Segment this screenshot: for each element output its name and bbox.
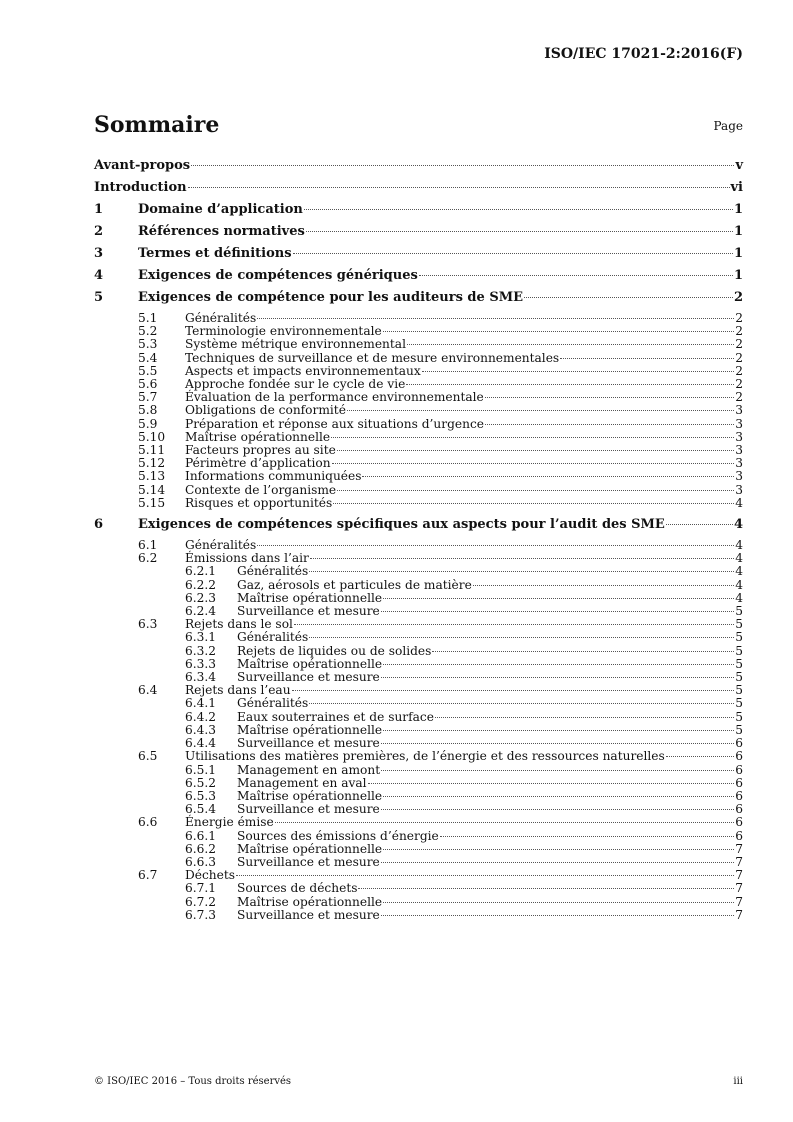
dot-leader <box>666 756 734 757</box>
toc-entry-title: Déchets <box>185 868 236 883</box>
toc-entry-title: Maîtrise opérationnelle <box>237 590 383 605</box>
toc-entry-title: Surveillance et mesure <box>237 736 380 751</box>
toc-entry-page: 5 <box>735 683 743 698</box>
dot-leader <box>435 717 734 718</box>
toc-entry-number: 6.7.3 <box>185 907 217 922</box>
dot-leader <box>381 677 734 678</box>
toc-entry[interactable] <box>94 843 743 856</box>
toc-entry-number: 6.6.3 <box>185 854 217 869</box>
toc-entry[interactable] <box>94 579 743 592</box>
dot-leader <box>331 437 734 438</box>
toc-entry-page: 2 <box>735 377 743 392</box>
toc-entry-number: 6.4.1 <box>185 696 217 711</box>
toc-entry-number: 5.9 <box>138 416 158 431</box>
toc-entry-page: 6 <box>735 802 743 817</box>
toc-entry-title: Obligations de conformité <box>185 403 346 418</box>
toc-entry-page: 1 <box>733 224 743 239</box>
toc-entry-title: Maîtrise opérationnelle <box>237 722 383 737</box>
dot-leader <box>362 476 734 477</box>
dot-leader <box>381 611 734 612</box>
toc-entry[interactable] <box>94 290 743 306</box>
table-of-contents <box>94 158 743 929</box>
toc-entry-title: Aspects et impacts environnementaux <box>185 363 421 378</box>
dot-leader <box>368 783 735 784</box>
toc-entry[interactable] <box>94 268 743 284</box>
toc-entry-number: 6.2.3 <box>185 590 217 605</box>
toc-entry-title: Généralités <box>237 696 309 711</box>
toc-entry-number: 6.7.2 <box>185 894 217 909</box>
toc-entry-page: v <box>735 158 743 173</box>
toc-entry-page: 7 <box>735 907 743 922</box>
toc-entry[interactable] <box>94 631 743 644</box>
toc-entry-title: Périmètre d’application <box>185 456 331 471</box>
toc-entry-title: Utilisations des matières premières, de l’énergie et des ressources naturelles <box>185 749 665 764</box>
toc-entry-page: 3 <box>735 416 743 431</box>
dot-leader <box>381 770 734 771</box>
toc-entry-page: 5 <box>735 643 743 658</box>
toc-entry-page: 6 <box>735 749 743 764</box>
toc-entry-page: 7 <box>735 841 743 856</box>
toc-entry-title: Évaluation de la performance environnementale <box>185 390 484 405</box>
page-column-label: Page <box>713 119 743 133</box>
toc-entry[interactable] <box>94 202 743 218</box>
toc-entry-number: 1 <box>94 202 104 217</box>
toc-entry-page: 6 <box>735 815 743 830</box>
toc-entry-number: 2 <box>94 224 104 239</box>
dot-leader <box>485 397 734 398</box>
dot-leader <box>337 490 734 491</box>
toc-entry-title: Facteurs propres au site <box>185 443 336 458</box>
toc-entry-page: 3 <box>735 429 743 444</box>
toc-entry-number: 6.7 <box>138 868 158 883</box>
toc-entry-page: 4 <box>735 577 743 592</box>
toc-entry-title: Introduction <box>94 180 187 195</box>
toc-entry-page: 2 <box>735 337 743 352</box>
dot-leader <box>188 187 730 188</box>
dot-leader <box>381 862 734 863</box>
toc-entry-number: 3 <box>94 246 104 261</box>
toc-entry-number: 6.1 <box>138 538 158 553</box>
toc-entry-page: 5 <box>735 656 743 671</box>
toc-entry-number: 5 <box>94 290 104 305</box>
toc-entry-number: 6.2 <box>138 551 158 566</box>
toc-entry-title: Rejets dans le sol <box>185 617 293 632</box>
toc-entry-page: 2 <box>735 324 743 339</box>
toc-entry-number: 5.1 <box>138 311 158 325</box>
toc-entry-page: 4 <box>735 551 743 566</box>
toc-entry-page: 3 <box>735 443 743 458</box>
toc-entry-title: Contexte de l’organisme <box>185 482 337 497</box>
toc-entry-title: Techniques de surveillance et de mesure environnementales <box>185 350 560 365</box>
toc-entry[interactable] <box>94 777 743 790</box>
footer-page-number: iii <box>733 1076 743 1087</box>
toc-entry[interactable] <box>94 352 743 365</box>
dot-leader <box>275 822 735 823</box>
dot-leader <box>333 503 734 504</box>
dot-leader <box>191 165 734 166</box>
toc-entry-page: 7 <box>735 868 743 883</box>
dot-leader <box>383 902 734 903</box>
toc-entry-page: 2 <box>735 363 743 378</box>
toc-entry[interactable] <box>94 470 743 483</box>
toc-entry-number: 6.5.4 <box>185 802 217 817</box>
toc-entry-number: 6.5.1 <box>185 762 217 777</box>
dot-leader <box>292 690 735 691</box>
toc-entry[interactable] <box>94 830 743 843</box>
dot-leader <box>485 424 734 425</box>
toc-entry-number: 5.12 <box>138 456 166 471</box>
dot-leader <box>383 331 735 332</box>
toc-entry-number: 6.6.1 <box>185 828 217 843</box>
dot-leader <box>419 275 733 276</box>
toc-entry-title: Maîtrise opérationnelle <box>237 841 383 856</box>
toc-entry-page: 3 <box>735 482 743 497</box>
toc-entry-number: 6.3.1 <box>185 630 217 645</box>
toc-entry[interactable] <box>94 158 743 174</box>
toc-entry-page: 4 <box>735 495 743 510</box>
toc-entry-page: 6 <box>735 775 743 790</box>
dot-leader <box>407 344 734 345</box>
toc-entry-title: Maîtrise opérationnelle <box>237 788 383 803</box>
toc-entry-number: 6.3 <box>138 617 158 632</box>
dot-leader <box>383 730 734 731</box>
toc-entry-number: 5.3 <box>138 337 158 352</box>
toc-entry-page: 6 <box>735 762 743 777</box>
toc-entry-page: 5 <box>735 604 743 619</box>
dot-leader <box>383 664 734 665</box>
toc-entry-title: Système métrique environnemental <box>185 337 406 352</box>
toc-entry-title: Exigences de compétences spécifiques aux aspects pour l’audit des SME <box>138 517 665 533</box>
toc-entry-title: Surveillance et mesure <box>237 802 380 817</box>
toc-entry-page: 2 <box>733 290 743 305</box>
dot-leader <box>294 624 734 625</box>
dot-leader <box>358 888 734 889</box>
dot-leader <box>406 384 734 385</box>
toc-entry-number: 6.2.2 <box>185 577 217 592</box>
toc-entry-number: 5.14 <box>138 482 166 497</box>
toc-entry-title: Généralités <box>185 311 257 325</box>
dot-leader <box>381 809 734 810</box>
toc-entry[interactable] <box>94 711 743 724</box>
toc-entry[interactable] <box>94 497 743 510</box>
dot-leader <box>666 524 733 525</box>
page-title: Sommaire <box>94 112 220 138</box>
toc-entry-title: Informations communiquées <box>185 469 362 484</box>
toc-entry-number: 5.10 <box>138 429 166 444</box>
toc-entry-page: 3 <box>735 403 743 418</box>
toc-entry-title: Sources de déchets <box>237 881 358 896</box>
dot-leader <box>309 703 734 704</box>
dot-leader <box>422 371 735 372</box>
toc-entry-page: 5 <box>735 709 743 724</box>
toc-entry-number: 5.8 <box>138 403 158 418</box>
toc-entry-number: 6.7.1 <box>185 881 217 896</box>
toc-entry[interactable] <box>94 816 743 829</box>
toc-entry-page: 7 <box>735 894 743 909</box>
toc-entry-title: Management en amont <box>237 762 381 777</box>
toc-entry[interactable] <box>94 697 743 710</box>
toc-entry-page: 5 <box>735 696 743 711</box>
toc-entry-number: 5.7 <box>138 390 158 405</box>
dot-leader <box>257 318 734 319</box>
toc-entry[interactable] <box>94 764 743 777</box>
dot-leader <box>293 253 733 254</box>
document-id: ISO/IEC 17021-2:2016(F) <box>544 46 743 62</box>
toc-entry-title: Risques et opportunités <box>185 495 333 510</box>
dot-leader <box>304 209 733 210</box>
toc-entry-title: Terminologie environnementale <box>185 324 382 339</box>
toc-entry[interactable] <box>94 882 743 895</box>
toc-entry-number: 6.5 <box>138 749 158 764</box>
toc-entry-title: Surveillance et mesure <box>237 670 380 685</box>
toc-entry-number: 6.4.4 <box>185 736 217 751</box>
toc-entry[interactable] <box>94 565 743 578</box>
toc-entry-page: 5 <box>735 722 743 737</box>
toc-entry-number: 5.4 <box>138 350 158 365</box>
toc-entry-page: 1 <box>733 268 743 283</box>
toc-entry-title: Gaz, aérosols et particules de matière <box>237 577 472 592</box>
toc-entry-title: Surveillance et mesure <box>237 604 380 619</box>
toc-entry-title: Exigences de compétences génériques <box>138 268 418 283</box>
toc-entry-page: 5 <box>735 670 743 685</box>
toc-entry-title: Termes et définitions <box>138 246 292 261</box>
dot-leader <box>332 463 735 464</box>
toc-entry-page: 2 <box>735 311 743 325</box>
toc-entry-page: 5 <box>735 617 743 632</box>
toc-entry-number: 5.15 <box>138 495 166 510</box>
toc-entry-page: 4 <box>735 564 743 579</box>
toc-entry-title: Approche fondée sur le cycle de vie <box>185 377 406 392</box>
toc-entry-page: 4 <box>735 590 743 605</box>
dot-leader <box>440 836 734 837</box>
toc-entry-number: 6.3.2 <box>185 643 217 658</box>
toc-entry-title: Maîtrise opérationnelle <box>185 429 331 444</box>
toc-entry-title: Généralités <box>237 564 309 579</box>
toc-entry[interactable] <box>94 404 743 417</box>
dot-leader <box>383 598 734 599</box>
toc-entry[interactable] <box>94 338 743 351</box>
dot-leader <box>257 545 734 546</box>
toc-entry-page: 1 <box>733 202 743 217</box>
dot-leader <box>309 571 734 572</box>
toc-entry-title: Maîtrise opérationnelle <box>237 656 383 671</box>
toc-entry-page: 4 <box>733 517 743 533</box>
toc-entry-title: Management en aval <box>237 775 367 790</box>
dot-leader <box>381 915 734 916</box>
toc-entry-page: 1 <box>733 246 743 261</box>
toc-entry[interactable] <box>94 896 743 909</box>
toc-entry-title: Préparation et réponse aux situations d’urgence <box>185 416 484 431</box>
toc-entry-title: Rejets de liquides ou de solides <box>237 643 432 658</box>
toc-entry-title: Généralités <box>237 630 309 645</box>
dot-leader <box>560 358 734 359</box>
toc-entry[interactable] <box>94 517 743 533</box>
dot-leader <box>473 585 734 586</box>
toc-entry-page: 4 <box>735 538 743 553</box>
toc-entry-number: 4 <box>94 268 104 283</box>
toc-entry-number: 6.3.3 <box>185 656 217 671</box>
toc-entry-number: 6 <box>94 517 104 533</box>
toc-entry[interactable] <box>94 909 743 922</box>
toc-entry[interactable] <box>94 224 743 240</box>
toc-entry-title: Références normatives <box>138 224 305 239</box>
toc-entry-number: 6.5.2 <box>185 775 217 790</box>
toc-entry-number: 6.2.4 <box>185 604 217 619</box>
toc-entry-title: Surveillance et mesure <box>237 907 380 922</box>
toc-entry-title: Domaine d’application <box>138 202 303 217</box>
toc-entry-page: 2 <box>735 390 743 405</box>
toc-entry-page: 6 <box>735 736 743 751</box>
toc-entry-number: 6.5.3 <box>185 788 217 803</box>
toc-entry[interactable] <box>94 418 743 431</box>
dot-leader <box>337 450 734 451</box>
toc-entry-page: 3 <box>735 469 743 484</box>
dot-leader <box>524 297 733 298</box>
toc-entry-number: 5.11 <box>138 443 166 458</box>
toc-entry-number: 5.13 <box>138 469 166 484</box>
toc-entry-page: 2 <box>735 350 743 365</box>
toc-entry-page: 7 <box>735 854 743 869</box>
toc-entry[interactable] <box>94 484 743 497</box>
dot-leader <box>432 651 734 652</box>
toc-entry-title: Exigences de compétence pour les auditeurs de SME <box>138 290 524 305</box>
toc-entry-title: Rejets dans l’eau <box>185 683 291 698</box>
dot-leader <box>310 558 734 559</box>
toc-entry[interactable] <box>94 180 743 196</box>
toc-entry-page: 7 <box>735 881 743 896</box>
toc-entry[interactable] <box>94 645 743 658</box>
dot-leader <box>381 743 734 744</box>
toc-entry-page: 5 <box>735 630 743 645</box>
dot-leader <box>309 637 734 638</box>
toc-entry-number: 6.4.2 <box>185 709 217 724</box>
toc-entry-number: 5.2 <box>138 324 158 339</box>
toc-entry[interactable] <box>94 246 743 262</box>
toc-entry-number: 6.3.4 <box>185 670 217 685</box>
dot-leader <box>236 875 734 876</box>
toc-entry-number: 6.6.2 <box>185 841 217 856</box>
toc-entry-title: Émissions dans l’air <box>185 551 309 566</box>
footer-copyright: © ISO/IEC 2016 – Tous droits réservés <box>94 1076 292 1087</box>
toc-entry-title: Eaux souterraines et de surface <box>237 709 434 724</box>
toc-entry-title: Énergie émise <box>185 815 274 830</box>
toc-entry-number: 5.6 <box>138 377 158 392</box>
toc-entry-number: 6.2.1 <box>185 564 217 579</box>
toc-entry[interactable] <box>94 750 743 763</box>
toc-entry-number: 5.5 <box>138 363 158 378</box>
toc-entry-page: 6 <box>735 788 743 803</box>
toc-entry-title: Sources des émissions d’énergie <box>237 828 439 843</box>
dot-leader <box>306 231 733 232</box>
dot-leader <box>383 849 734 850</box>
toc-entry-title: Généralités <box>185 538 257 553</box>
dot-leader <box>383 796 734 797</box>
dot-leader <box>347 410 734 411</box>
toc-entry-number: 6.4 <box>138 683 158 698</box>
toc-entry-number: 6.4.3 <box>185 722 217 737</box>
toc-entry-title: Avant-propos <box>94 158 191 173</box>
toc-entry-number: 6.6 <box>138 815 158 830</box>
toc-entry-page: 6 <box>735 828 743 843</box>
toc-entry-title: Surveillance et mesure <box>237 854 380 869</box>
toc-entry-title: Maîtrise opérationnelle <box>237 894 383 909</box>
toc-entry-page: vi <box>730 180 743 195</box>
toc-entry-page: 3 <box>735 456 743 471</box>
